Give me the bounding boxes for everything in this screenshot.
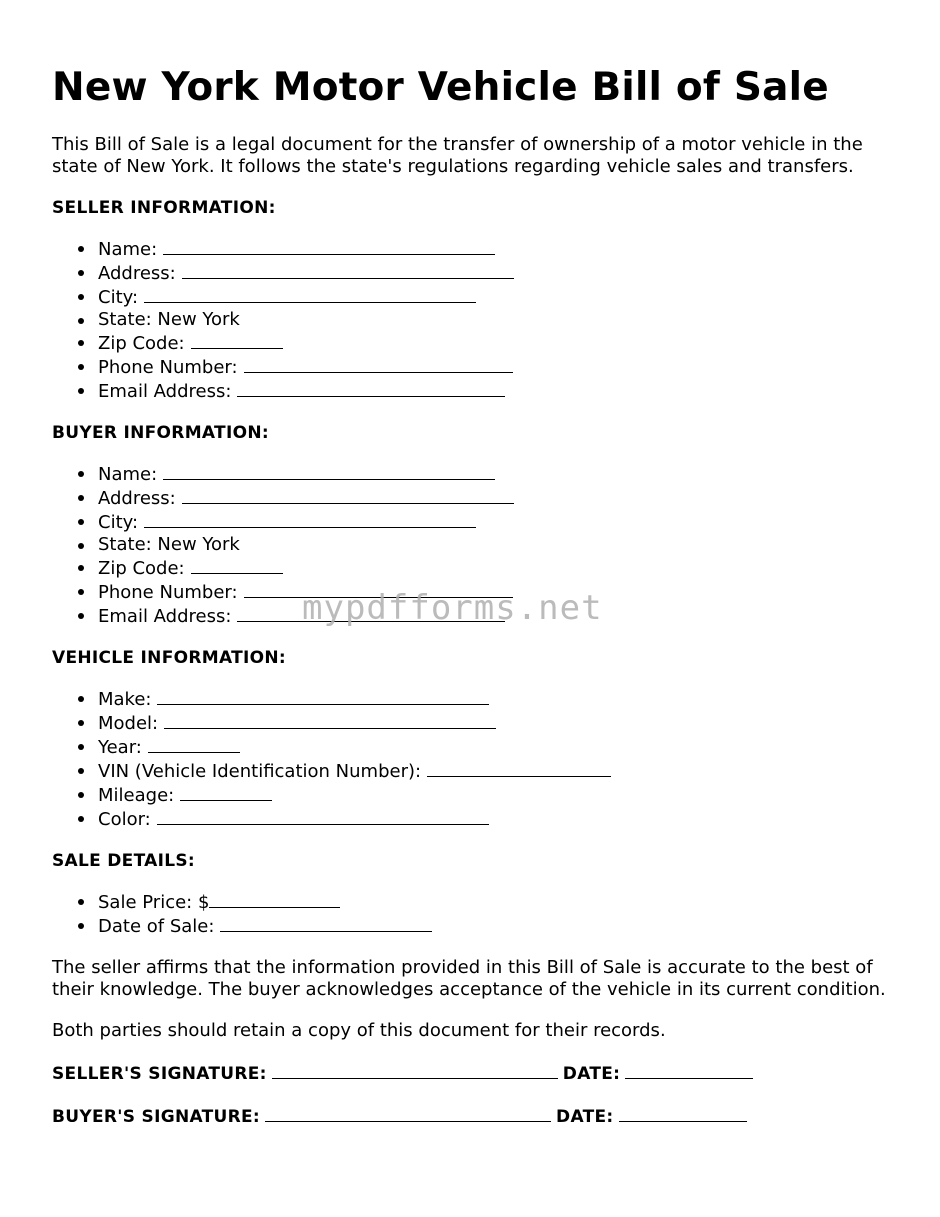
document-title: New York Motor Vehicle Bill of Sale bbox=[52, 65, 829, 110]
intro-paragraph: This Bill of Sale is a legal document for the transfer of ownership of a motor vehicle in the state of New York. It follows the state's regulations regarding vehicle sales and transfers. bbox=[52, 134, 863, 177]
vehicle-heading: VEHICLE INFORMATION: bbox=[52, 648, 287, 668]
buyer-signature-label: BUYER'S SIGNATURE: bbox=[52, 1107, 261, 1127]
seller-signature-blank[interactable] bbox=[272, 1061, 558, 1079]
field-label: State: New York bbox=[98, 309, 240, 330]
affirmation-paragraph: The seller affirms that the information provided in this Bill of Sale is accurate to the best of their knowledge. The buyer acknowledges acceptance of the vehicle in its current condition. bbox=[52, 957, 886, 1000]
fill-line[interactable] bbox=[427, 759, 611, 777]
sale-date-field[interactable] bbox=[98, 914, 902, 938]
field-label: Phone Number: bbox=[98, 357, 238, 378]
fill-line[interactable] bbox=[163, 237, 495, 255]
field-label: Date of Sale: bbox=[98, 916, 215, 937]
vehicle-model-field[interactable] bbox=[98, 711, 902, 735]
field-label: State: New York bbox=[98, 534, 240, 555]
field-label: VIN (Vehicle Identification Number): bbox=[98, 761, 422, 782]
vehicle-fields bbox=[52, 687, 902, 831]
field-label: Phone Number: bbox=[98, 582, 238, 603]
field-label: Year: bbox=[98, 737, 142, 758]
field-label: Color: bbox=[98, 809, 151, 830]
seller-signature-line[interactable] bbox=[52, 1061, 902, 1085]
field-label: Make: bbox=[98, 689, 152, 710]
watermark: mypdfforms.net bbox=[302, 588, 603, 628]
vehicle-vin-field[interactable] bbox=[98, 759, 902, 783]
seller-city-field[interactable] bbox=[98, 285, 902, 309]
buyer-signature-line[interactable] bbox=[52, 1104, 902, 1128]
buyer-state-field bbox=[98, 534, 902, 556]
field-label: City: bbox=[98, 512, 139, 533]
seller-phone-field[interactable] bbox=[98, 355, 902, 379]
seller-zip-field[interactable] bbox=[98, 331, 902, 355]
fill-line[interactable] bbox=[182, 486, 514, 504]
seller-fields bbox=[52, 237, 902, 403]
field-label: Name: bbox=[98, 239, 158, 260]
sale-price-field[interactable] bbox=[98, 890, 902, 914]
buyer-signature-blank[interactable] bbox=[265, 1104, 551, 1122]
buyer-zip-field[interactable] bbox=[98, 556, 902, 580]
fill-line[interactable] bbox=[163, 462, 495, 480]
fill-line[interactable] bbox=[182, 261, 514, 279]
field-label: Address: bbox=[98, 263, 176, 284]
field-label: Name: bbox=[98, 464, 158, 485]
seller-date-blank[interactable] bbox=[625, 1061, 753, 1079]
fill-line[interactable] bbox=[237, 379, 505, 397]
seller-email-field[interactable] bbox=[98, 379, 902, 403]
fill-line[interactable] bbox=[244, 355, 513, 373]
fill-line[interactable] bbox=[157, 687, 489, 705]
field-label: Model: bbox=[98, 713, 159, 734]
buyer-heading: BUYER INFORMATION: bbox=[52, 423, 269, 443]
fill-line[interactable] bbox=[148, 735, 240, 753]
fill-line[interactable] bbox=[191, 331, 283, 349]
buyer-date-label: DATE: bbox=[556, 1107, 614, 1127]
seller-heading: SELLER INFORMATION: bbox=[52, 198, 276, 218]
field-label: Zip Code: bbox=[98, 558, 185, 579]
field-label: Address: bbox=[98, 488, 176, 509]
field-label: Email Address: bbox=[98, 606, 232, 627]
field-label: Zip Code: bbox=[98, 333, 185, 354]
fill-line[interactable] bbox=[144, 285, 476, 303]
seller-address-field[interactable] bbox=[98, 261, 902, 285]
fill-line[interactable] bbox=[220, 914, 432, 932]
field-label: Sale Price: $ bbox=[98, 892, 210, 913]
fill-line[interactable] bbox=[209, 890, 340, 908]
buyer-city-field[interactable] bbox=[98, 510, 902, 534]
vehicle-mileage-field[interactable] bbox=[98, 783, 902, 807]
sale-heading: SALE DETAILS: bbox=[52, 851, 196, 871]
vehicle-color-field[interactable] bbox=[98, 807, 902, 831]
retain-paragraph: Both parties should retain a copy of this document for their records. bbox=[52, 1020, 666, 1041]
seller-state-field bbox=[98, 309, 902, 331]
buyer-address-field[interactable] bbox=[98, 486, 902, 510]
field-label: Email Address: bbox=[98, 381, 232, 402]
fill-line[interactable] bbox=[180, 783, 272, 801]
fill-line[interactable] bbox=[191, 556, 283, 574]
sale-fields bbox=[52, 890, 902, 938]
seller-signature-label: SELLER'S SIGNATURE: bbox=[52, 1064, 267, 1084]
field-label: City: bbox=[98, 287, 139, 308]
vehicle-year-field[interactable] bbox=[98, 735, 902, 759]
seller-date-label: DATE: bbox=[562, 1064, 621, 1084]
buyer-name-field[interactable] bbox=[98, 462, 902, 486]
fill-line[interactable] bbox=[157, 807, 489, 825]
vehicle-make-field[interactable] bbox=[98, 687, 902, 711]
fill-line[interactable] bbox=[144, 510, 476, 528]
fill-line[interactable] bbox=[164, 711, 496, 729]
field-label: Mileage: bbox=[98, 785, 175, 806]
seller-name-field[interactable] bbox=[98, 237, 902, 261]
buyer-date-blank[interactable] bbox=[619, 1104, 747, 1122]
